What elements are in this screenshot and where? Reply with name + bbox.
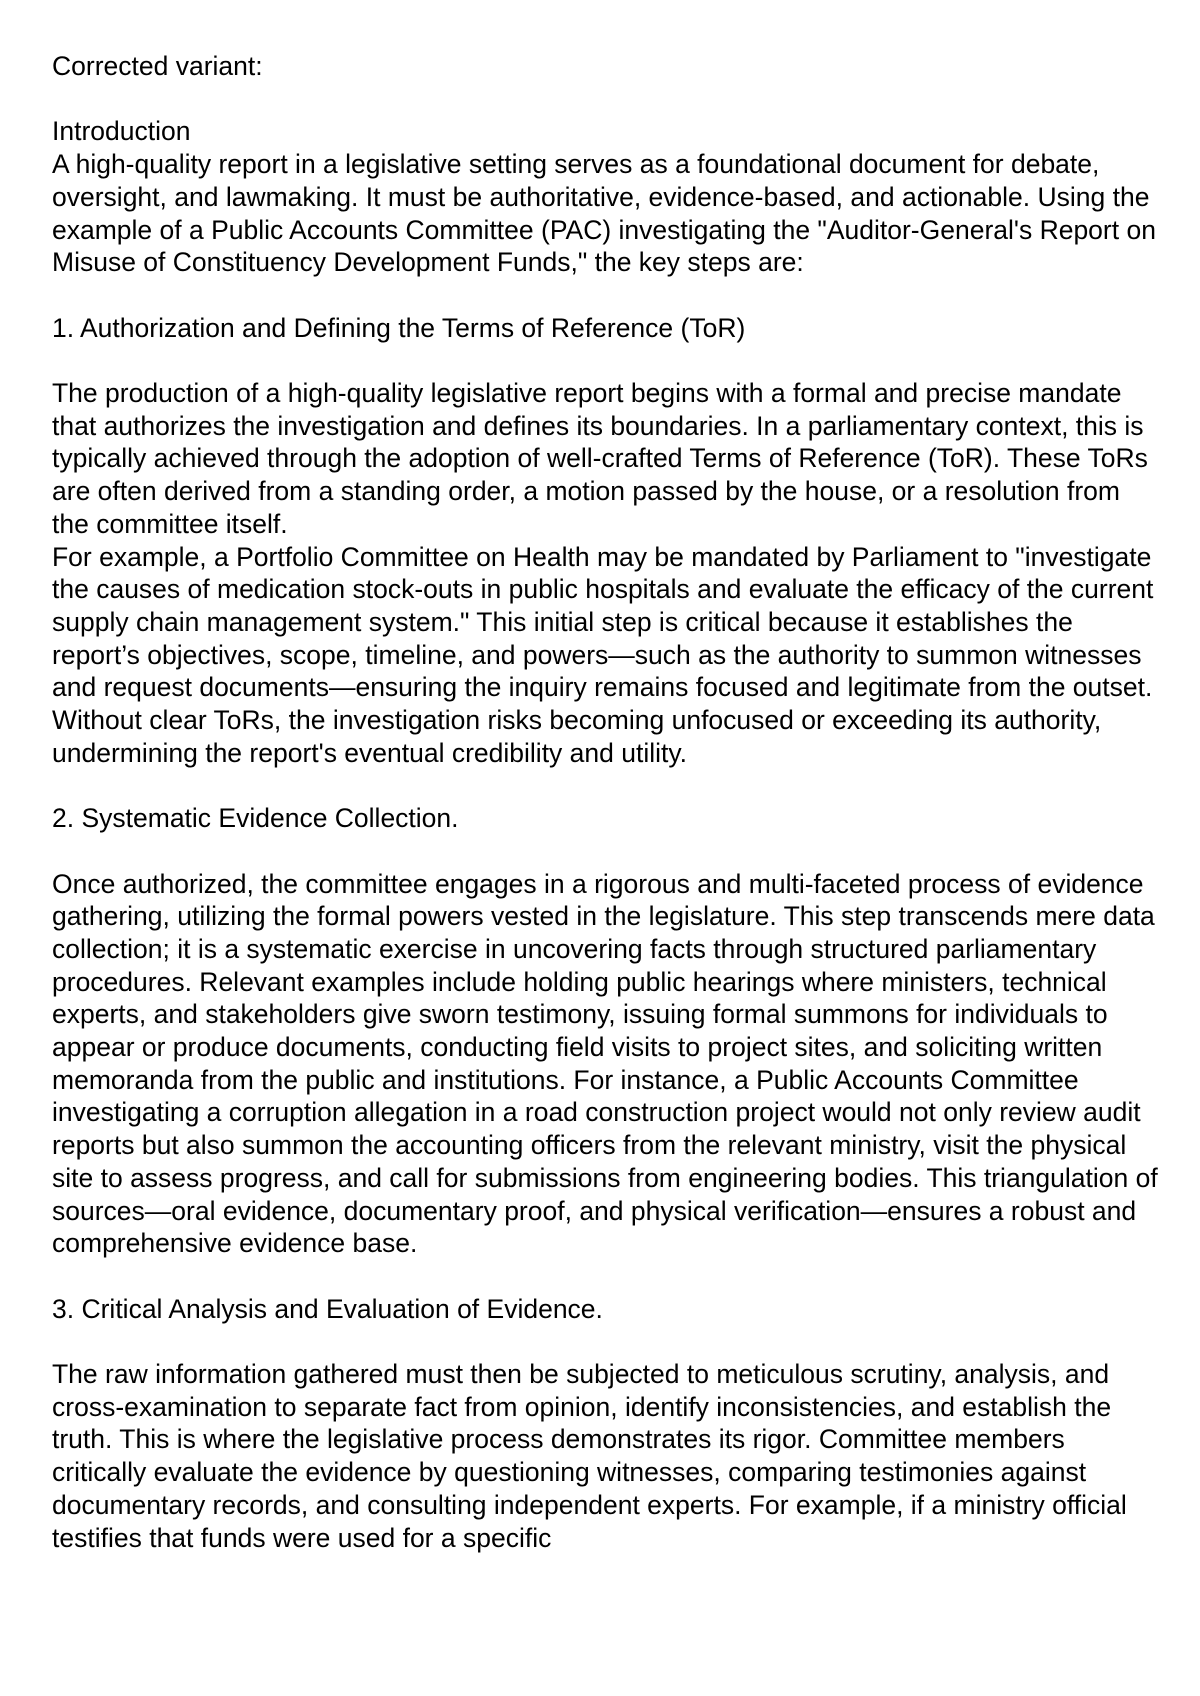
spacer <box>52 1325 1160 1358</box>
spacer <box>52 835 1160 868</box>
section-3-paragraph-1: The raw information gathered must then be subjected to meticulous scrutiny, analysis, and cross-examination to separate fact from opinion, identify inconsistencies, and establish the truth. This is where the legislative process demonstrates its rigor. Committee members critically evaluate the evidence by questioning witnesses, comparing testimonies against documentary records, and consulting independent experts. For example, if a ministry official testifies that funds were used for a specific <box>52 1359 1127 1553</box>
intro-paragraph: A high-quality report in a legislative setting serves as a foundational document for debate, oversight, and lawmaking. It must be authoritative, evidence-based, and actionable. Using the example of a Public Accounts Committee (PAC) investigating the "Auditor-General's Report on Misuse of Constituency Development Funds," the key steps are: <box>52 149 1156 278</box>
spacer <box>52 83 1160 116</box>
intro-heading: Introduction <box>52 116 191 147</box>
section-1-paragraph-1: The production of a high-quality legislative report begins with a formal and precise mandate that authorizes the investigation and defines its boundaries. In a parliamentary context, this is typically achieved through the adoption of well-crafted Terms of Reference (ToR). These ToRs are often derived from a standing order, a motion passed by the house, or a resolution from the committee itself. <box>52 377 1148 539</box>
section-1-paragraph-2: For example, a Portfolio Committee on Health may be mandated by Parliament to "investigate the causes of medication stock-outs in public hospitals and evaluate the efficacy of the current supply chain management system." This initial step is critical because it establishes the report’s objectives, scope, timeline, and powers—such as the authority to summon witnesses and request documents—ensuring the inquiry remains focused and legitimate from the outset. Without clear ToRs, the investigation risks becoming unfocused or exceeding its authority, undermining the report's eventual credibility and utility. <box>52 541 1154 768</box>
spacer <box>52 1260 1160 1293</box>
section-2-paragraph-1: Once authorized, the committee engages in a rigorous and multi-faceted process of evidence gathering, utilizing the formal powers vested in the legislature. This step transcends mere data collection; it is a systematic exercise in uncovering facts through structured parliamentary procedures. Relevant examples include holding public hearings where ministers, technical experts, and stakeholders give sworn testimony, issuing formal summons for individuals to appear or produce documents, conducting field visits to project sites, and soliciting written memoranda from the public and institutions. For instance, a Public Accounts Committee investigating a corruption allegation in a road construction project would not only review audit reports but also summon the accounting officers from the relevant ministry, visit the physical site to assess progress, and call for submissions from engineering bodies. This triangulation of sources—oral evidence, documentary proof, and physical verification—ensures a robust and comprehensive evidence base. <box>52 868 1158 1259</box>
section-3-heading: 3. Critical Analysis and Evaluation of Evidence. <box>52 1293 603 1324</box>
spacer <box>52 279 1160 312</box>
section-1-heading: 1. Authorization and Defining the Terms of Reference (ToR) <box>52 312 746 343</box>
spacer <box>52 769 1160 802</box>
document-label: Corrected variant: <box>52 51 263 81</box>
section-2-heading: 2. Systematic Evidence Collection. <box>52 803 459 834</box>
spacer <box>52 344 1160 377</box>
